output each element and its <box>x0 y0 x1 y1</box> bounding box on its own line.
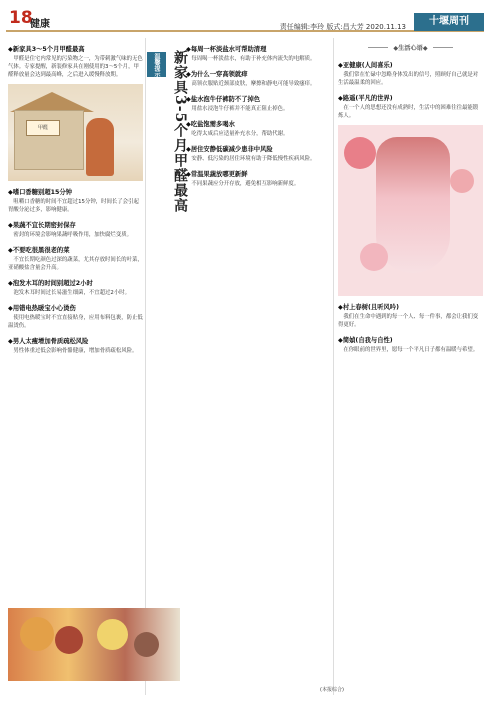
life-quote-title: ◆生活心语◆ <box>338 43 483 52</box>
article-text: 高领衣服贴近颈部皮肤，摩擦和静电可能导致瘙痒。 <box>191 81 316 87</box>
fruit <box>55 626 83 654</box>
orange-fruit <box>20 617 54 651</box>
fruit <box>134 632 159 657</box>
person-illustration <box>86 118 114 176</box>
quote-heading: ◆简媜(自我与自性) <box>338 337 393 344</box>
house-illustration <box>14 110 84 170</box>
quote-text: 我们在生命中遇到的每一个人、每一件事，都会让我们变得更好。 <box>338 314 479 328</box>
article-text: 咀嚼口香糖的时间不宜超过15分钟，时间长了会引起胃酸分泌过多，影响健康。 <box>8 199 139 213</box>
source-caption: (本报综合) <box>320 687 344 693</box>
flower-illustration <box>360 243 388 271</box>
article-text: 使用电热暖宝时不宜直接贴身，应用布料包裹，防止低温烫伤。 <box>8 315 143 329</box>
publication-brand: 十堰周刊 <box>414 13 484 31</box>
article-text: 每周喝一杯淡盐水，有助于补充体内流失的电解质。 <box>191 56 316 62</box>
page-number: 18 <box>9 8 33 28</box>
article-heading: ◆嗜口香糖别超15分钟 <box>8 189 72 196</box>
article-text: 甲醛是住宅内常见的污染物之一，为带刺激气味的无色气体。专家提醒，新装修家具在刚使用的3～5个月，甲醛释放量会达到最高峰，之后进入缓慢释放期。 <box>8 56 143 78</box>
quote-heading: ◆村上春树(且听风吟) <box>338 304 399 311</box>
article-text: 吃得太咸后应适量补充水分，帮助代谢。 <box>191 131 289 137</box>
quote-heading: ◆亚健康(人间喜乐) <box>338 62 393 69</box>
article-text: 泡发木耳时间过长易滋生细菌，不宜超过2小时。 <box>13 290 131 296</box>
quote-heading: ◆路遥(平凡的世界) <box>338 95 393 102</box>
furniture-illustration <box>8 84 143 181</box>
right-column <box>338 38 483 354</box>
article-text: 不宜长期吃颜色过深的蔬菜，尤其存放时间长的叶菜，亚硝酸盐含量会升高。 <box>8 257 143 271</box>
middle-column <box>186 38 328 188</box>
column-divider <box>333 38 334 695</box>
quote-text: 在你眼前的世界里，愿每一个平凡日子都有温暖与希望。 <box>343 347 479 353</box>
article-heading: ◆果蔬不宜长期密封保存 <box>8 222 76 229</box>
section-name: 健康 <box>30 19 50 30</box>
warm-tip-ribbon: 温馨提示 <box>147 52 166 77</box>
article-heading: ◆常温果蔬放哪更新鲜 <box>186 171 248 178</box>
article-text: 用盐水浸泡牛仔裤并不能真正阻止掉色。 <box>191 106 289 112</box>
article-heading: ◆泡发木耳的时间别超过2小时 <box>8 280 93 287</box>
article-text: 安静、低污染的居住环境有助于降低慢性疾病风险。 <box>191 156 316 162</box>
article-heading: ◆居住安静低碳减少患非中风险 <box>186 146 273 153</box>
fruit-vegetable-photo <box>8 608 180 681</box>
article-heading: ◆每周一杯淡盐水可帮助清理 <box>186 46 267 53</box>
article-heading: ◆盐水泡牛仔裤防不了掉色 <box>186 96 261 103</box>
page-header <box>6 6 484 32</box>
article-heading: ◆为什么一穿高领就痒 <box>186 71 248 78</box>
article-text: 不同果蔬应分开存放，避免相互影响新鲜度。 <box>191 181 300 187</box>
article-text: 男性体重过低会影响骨骼健康，增加骨质疏松风险。 <box>13 348 138 354</box>
roof-illustration <box>10 92 94 112</box>
left-column <box>8 38 143 355</box>
article-heading: ◆新家具3～5个月甲醛最高 <box>8 46 85 53</box>
column-divider <box>145 38 146 695</box>
article-heading: ◆吃盐饱需多喝水 <box>186 121 235 128</box>
article-heading: ◆用错电热暖宝小心烫伤 <box>8 305 76 312</box>
fruit <box>97 619 128 650</box>
article-text: 密封的环境会影响果蔬呼吸作用，加快腐烂变质。 <box>13 232 132 238</box>
dress-illustration <box>338 125 483 296</box>
flower-illustration <box>344 137 376 169</box>
article-heading: ◆男人太瘦增加骨质疏松风险 <box>8 338 89 345</box>
main-vertical-title: 新家具3-5个月甲醛最高 <box>172 50 188 214</box>
quote-text: 在一个人的思想还没有成熟时，生活中的困难往往最能锻炼人。 <box>338 105 479 119</box>
editor-credit: 责任编辑:李玲 版式:昌大芳 2020.11.13 <box>279 23 406 31</box>
quote-text: 我们常在忙碌中忽略身体发出的信号，照顾好自己就是对生活最温柔的回应。 <box>338 72 479 86</box>
sign-illustration: 甲醛 <box>26 120 60 136</box>
flower-illustration <box>450 169 474 193</box>
article-heading: ◆不要吃很黑很老的菜 <box>8 247 70 254</box>
